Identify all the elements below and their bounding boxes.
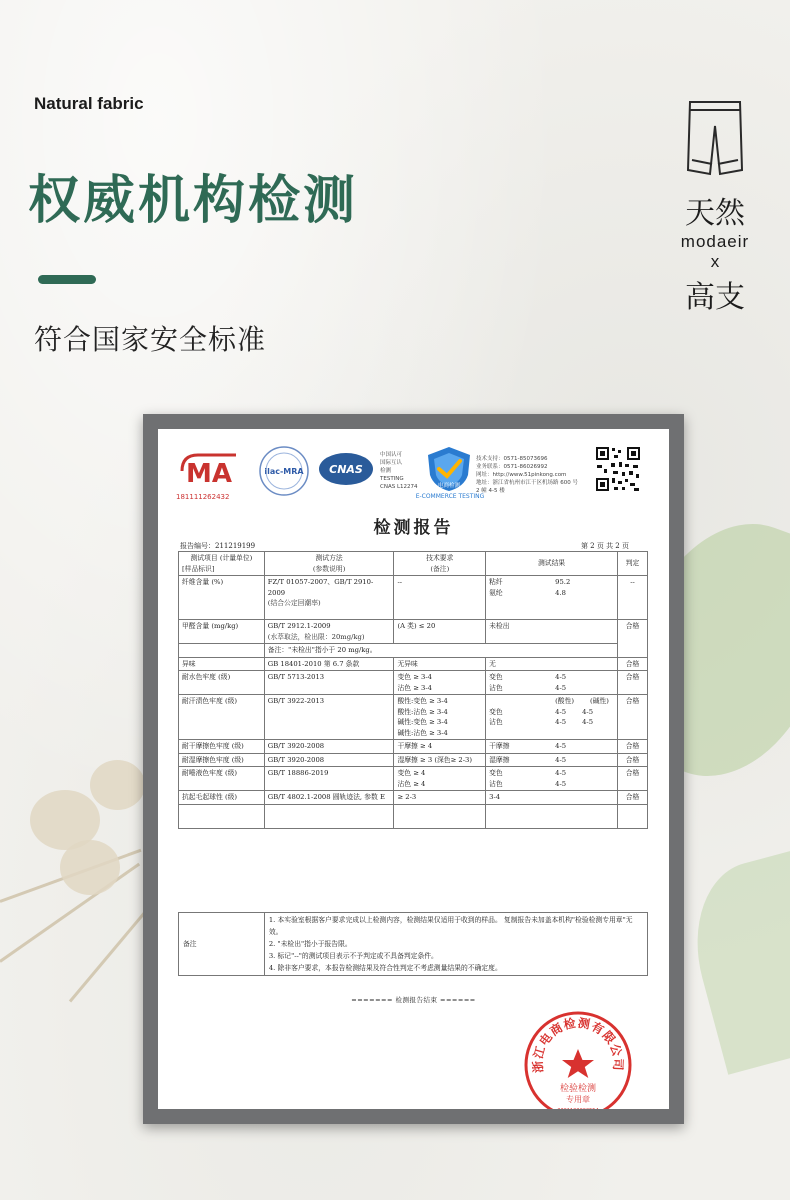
table-header-row: 测试项目 (计量单位) [样品标识] 测试方法 (参数说明) 技术要求 (备注) 测试结果 判定: [179, 552, 648, 576]
brand-line-3: x: [710, 252, 720, 271]
cnas-logo: [318, 451, 374, 487]
note-item: 1. 本实验室根据客户要求完成以上检测内容，检测结果仅适用于收到的样品。 复制报告未加盖本机构"检验检测专用章"无效。: [268, 916, 633, 936]
table-row: 甲醛含量 (mg/kg) GB/T 2912.1-2009 (水萃取法，检出限：20mg/kg) (A 类) ≤ 20 未检出 合格: [179, 620, 648, 644]
ecommerce-testing-logo: [424, 445, 474, 493]
note-item: 3. 标记"--"的测试项目表示不予判定或不具备判定条件。: [268, 952, 438, 960]
svg-text:浙江电商检测有限公司: 浙江电商检测有限公司: [530, 1015, 626, 1074]
qr-code-icon: [594, 445, 642, 493]
notes-table: [178, 912, 648, 976]
svg-text:CNAS: CNAS: [329, 463, 363, 476]
dried-flower: [90, 760, 145, 810]
page-subtitle: 符合国家安全标准: [34, 323, 267, 356]
table-row: 耐汗渍色牢度 (级) GB/T 3922-2013 酸性:变色 ≥ 3-4 酸性:沾色 ≥ 3-4 碱性:变色 ≥ 3-4 碱性:沾色 ≥ 3-4 (酸性) (碱性) 变色 4-5 4-5 沾色 4-5 4-5 合格: [179, 695, 648, 740]
cnas-text: 中国认可 国际互认 检测 TESTING CNAS L12274: [380, 452, 418, 490]
brand-line-4: 高支: [685, 280, 745, 315]
note-item: 2. "未检出"指小于报告限。: [268, 940, 352, 948]
page-title: 权威机构检测: [28, 171, 359, 231]
svg-text:MA: MA: [186, 459, 232, 489]
shorts-icon: [684, 92, 746, 184]
report-number: 报告编号：211219199: [180, 542, 256, 550]
brand-block: [660, 92, 770, 316]
official-seal-stamp: [522, 1009, 634, 1114]
notes-label: 备注: [179, 913, 265, 976]
certificate-paper: [158, 429, 669, 1114]
contact-info: 技术支持：0571-85073696 业务联系：0571-86026992 网址：http://www.51pinkong.com 地址：浙江省杭州市江干区机场路 600 号 2 幢 4-5 楼: [476, 456, 578, 494]
ecommerce-testing-caption: E-COMMERCE TESTING: [415, 493, 485, 500]
dried-flower: [60, 840, 120, 895]
table-row: 异味 GB 18401-2010 第 6.7 条款 无异味 无 合格: [179, 657, 648, 671]
brand-line-2: modaeir: [680, 232, 750, 251]
table-row: 耐干摩擦色牢度 (级) GB/T 3920-2008 干摩擦 ≥ 4 干摩擦 4-5 合格: [179, 740, 648, 754]
report-end-line: ======= 检测报告结束 ======: [351, 996, 476, 1004]
ilac-logo: [258, 445, 310, 497]
table-row: 耐湿摩擦色牢度 (级) GB/T 3920-2008 湿摩擦 ≥ 3 (深色≥ 2-3) 湿摩擦 4-5 合格: [179, 753, 648, 767]
report-title: 检测报告: [373, 518, 454, 538]
title-accent-bar: [38, 275, 96, 284]
brand-line-1: 天然: [685, 196, 745, 231]
svg-text:电商检测: 电商检测: [437, 483, 461, 489]
table-row: [179, 804, 648, 828]
svg-text:专用章: 专用章: [566, 1095, 590, 1104]
eyebrow-text: Natural fabric: [34, 94, 144, 113]
test-results-table: [178, 551, 648, 829]
cma-logo: [176, 449, 250, 493]
table-row: 备注："未检出"指小于 20 mg/kg。: [179, 644, 648, 658]
table-row: 纤维含量 (%) FZ/T 01057-2007、GB/T 2910-2009 (结合公定回潮率) -- 粘纤 95.2 氨纶 4.8 --: [179, 576, 648, 620]
table-row: 耐水色牢度 (级) GB/T 5713-2013 变色 ≥ 3-4 沾色 ≥ 3-4 变色 4-5 沾色 4-5 合格: [179, 671, 648, 695]
svg-text:检验检测: 检验检测: [559, 1084, 597, 1094]
svg-text:ilac-MRA: ilac-MRA: [264, 467, 304, 476]
table-row: 耐唾液色牢度 (级) GB/T 18886-2019 变色 ≥ 4 沾色 ≥ 4 变色 4-5 沾色 4-5 合格: [179, 767, 648, 791]
note-item: 4. 除非客户要求，本报告检测结果及符合性判定不考虑测量结果的不确定度。: [268, 964, 502, 972]
page-number: 第 2 页 共 2 页: [580, 542, 629, 550]
cma-code: 181111262432: [176, 493, 230, 501]
svg-text:3301193000554: 3301193000554: [557, 1108, 599, 1114]
logo-strip: [176, 441, 656, 511]
certificate-frame: [143, 414, 684, 1124]
table-row: 抗起毛起球性 (级) GB/T 4802.1-2008 圆轨迹法, 参数 E ≥ 2-3 3-4 合格: [179, 791, 648, 805]
